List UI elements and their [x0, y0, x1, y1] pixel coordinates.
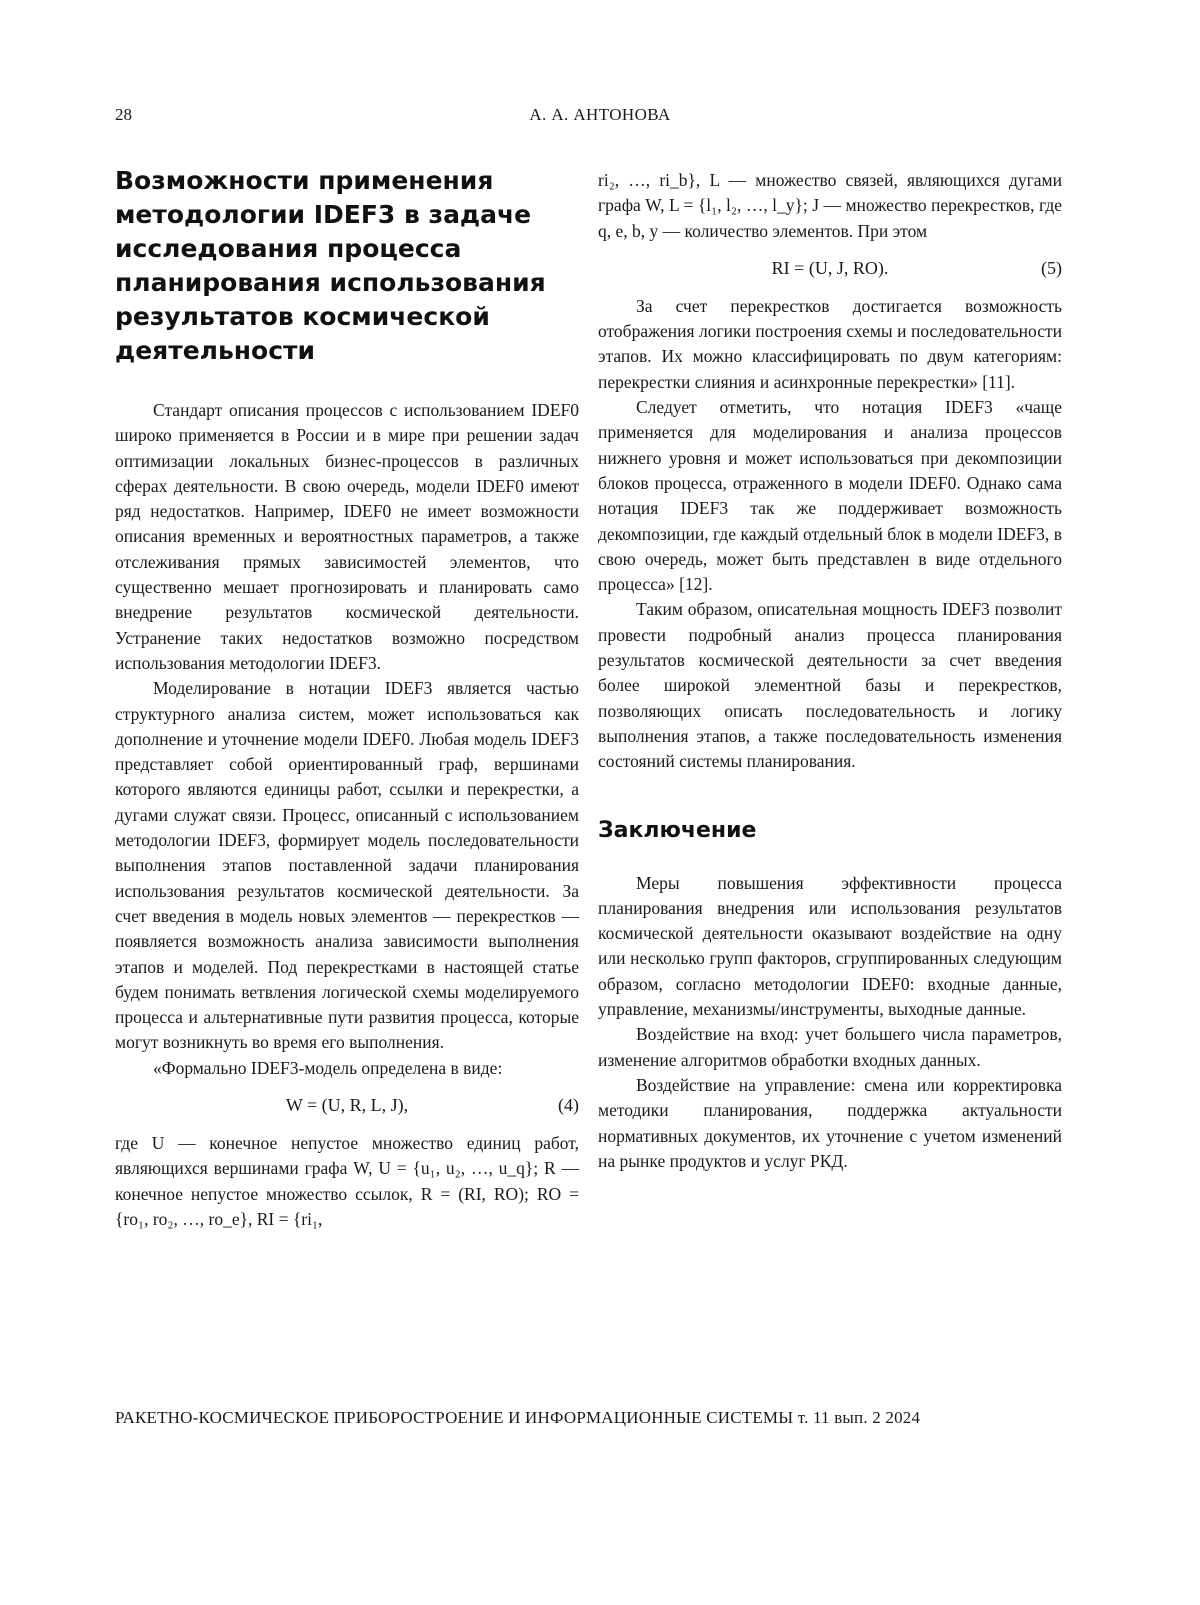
left-column: [115, 164, 579, 1232]
formula-4: [115, 1084, 579, 1126]
body-paragraph: Моделирование в нотации IDEF3 является частью структурного анализа систем, может использоваться как дополнение и уточнение модели IDEF0. Любая модель IDEF3 представляет собой ориентированный граф, вершинами которого являются единицы работ, ссылки и перекрестки, а дугами служат связи. Процесс, описанный с использованием методологии IDEF3, формирует модель последовательности выполнения этапов поставленной задачи планирования использования результатов космической деятельности. За счет введения в модель новых элементов — перекрестков — появляется возможность анализа зависимости выполнения этапов и моделей. Под перекрестками в настоящей статье будем понимать ветвления логической схемы моделируемого процесса и альтернативные пути развития процесса, которые могут возникнуть во время его выполнения.: [115, 678, 579, 1053]
formula-5: [598, 247, 1062, 289]
body-paragraph: Таким образом, описательная мощность IDEF3 позволит провести подробный анализ процесса планирования результатов космической деятельности за счет введения более широкой элементной базы и перекрестков, позволяющих описать последовательность и логику выполнения этапов, а также последовательность изменения состояний системы планирования.: [598, 599, 1062, 772]
body-paragraph: ri₂, …, ri_b}, L — множество связей, являющихся дугами графа W, L = {l₁, l₂, …, l_y}; J — множество перекрестков, где q, e, b, y — количество элементов. При этом: [598, 170, 1062, 241]
page-number: 28: [115, 105, 132, 124]
article-title: Возможности применения методологии IDEF3 в задаче исследования процесса планирования использования результатов космической деятельности: [115, 166, 546, 365]
body-paragraph: Воздействие на вход: учет большего числа параметров, изменение алгоритмов обработки входных данных.: [598, 1024, 1062, 1070]
formula-expression: W = (U, R, L, J),: [285, 1095, 409, 1116]
right-column: [598, 168, 1062, 1174]
formula-number: (4): [558, 1095, 579, 1116]
body-paragraph: где U — конечное непустое множество единиц работ, являющихся вершинами графа W, U = {u₁, u₂, …, u_q}; R — конечное непустое множество ссылок, R = (RI, RO); RO = {ro₁, ro₂, …, ro_e}, RI = {ri₁,: [115, 1133, 579, 1229]
running-head: [115, 105, 1085, 129]
body-paragraph: Воздействие на управление: смена или корректировка методики планирования, поддержка актуальности нормативных документов, их уточнение с учетом изменений на рынке продуктов и услуг РКД.: [598, 1074, 1062, 1171]
author-header: А. А. АНТОНОВА: [529, 105, 671, 124]
body-paragraph: «Формально IDEF3-модель определена в виде:: [153, 1057, 503, 1078]
journal-footer: РАКЕТНО-КОСМИЧЕСКОЕ ПРИБОРОСТРОЕНИЕ И ИНФОРМАЦИОННЫЕ СИСТЕМЫ т. 11 вып. 2 2024: [115, 1408, 921, 1427]
body-paragraph: Меры повышения эффективности процесса планирования внедрения или использования результатов космической деятельности оказывают воздействие на одну или несколько групп факторов, сгруппированных следующим образом, согласно методологии IDEF0: входные данные, управление, механизмы/инструменты, выходные данные.: [598, 872, 1062, 1020]
body-paragraph: Следует отметить, что нотация IDEF3 «чаще применяется для моделирования и анализа процессов нижнего уровня и может использоваться при декомпозиции блоков процесса, отраженного в модели IDEF0. Однако сама нотация IDEF3 так же поддерживает возможность декомпозиции, где каждый отдельный блок в модели IDEF3, в свою очередь, может быть представлен в виде отдельного процесса» [12].: [598, 397, 1062, 595]
formula-expression: RI = (U, J, RO).: [771, 257, 889, 278]
body-paragraph: Стандарт описания процессов с использованием IDEF0 широко применяется в России и в мире при решении задач оптимизации локальных бизнес-процессов в различных сферах деятельности. В свою очередь, модели IDEF0 имеют ряд недостатков. Например, IDEF0 не имеет возможности описания временных и вероятностных параметров, а также отслеживания прямых зависимостей элементов, что существенно мешает прогнозировать и планировать само внедрение результатов космической деятельности. Устранение таких недостатков возможно посредством использования методологии IDEF3.: [115, 400, 579, 673]
section-heading-conclusion: Заключение: [598, 817, 757, 843]
body-paragraph: За счет перекрестков достигается возможность отображения логики построения схемы и последовательности этапов. Их можно классифицировать по двум категориям: перекрестки слияния и асинхронные перекрестки» [11].: [598, 295, 1062, 392]
formula-number: (5): [1041, 257, 1062, 278]
